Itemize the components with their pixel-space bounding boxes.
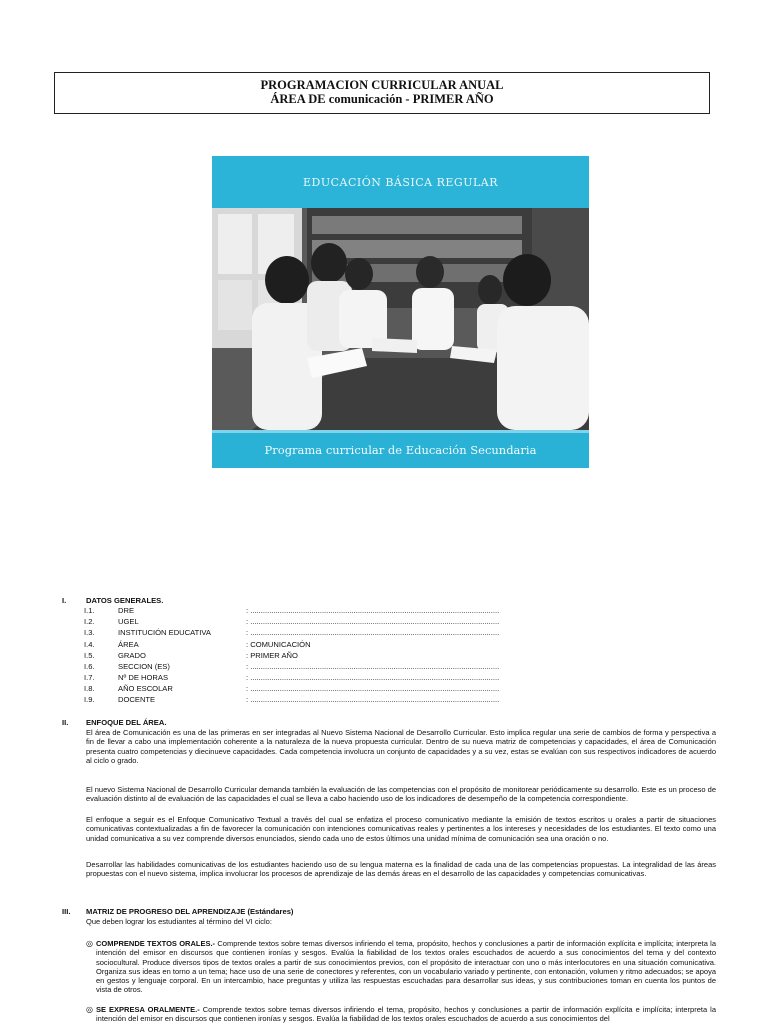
- row-number: I.5.: [84, 651, 95, 660]
- standard-title: COMPRENDE TEXTOS ORALES.-: [96, 939, 216, 948]
- paragraph: El área de Comunicación es una de las primeras en ser integradas al Nuevo Sistema Nacional de Desarrollo Curricular. Esto implica regular una serie de cambios de forma y perspectiva a fin de llevar a cabo una implementación coherente a la naturaleza de la nueva propuesta curricular. Dentro de su nueva matriz de competencias y capacidades, el área de Comunicación presenta cuatro competencias y diecinueve capacidades. Cada competencia involucra un conjunto de capacidades y a su vez, estas se evalúan con sus respectivos indicadores de acuerdo al ciclo o grado.: [86, 728, 716, 765]
- document-subtitle: ÁREA DE comunicación - PRIMER AÑO: [270, 92, 494, 106]
- row-value: : COMUNICACIÓN: [246, 640, 311, 649]
- target-bullet-icon: ◎: [86, 1005, 93, 1014]
- section-number: III.: [62, 907, 71, 916]
- document-title-box: [54, 72, 710, 114]
- paragraph: El nuevo Sistema Nacional de Desarrollo Curricular demanda también la evaluación de las competencias con el propósito de monitorear periódicamente su desarrollo. Este es un proceso de evaluación distinto al de evaluación de las capacidades el cual se lleva a cabo haciendo uso de los indicadores de desempeño de la competencia correspondiente.: [86, 785, 716, 804]
- row-label: INSTITUCIÓN EDUCATIVA: [118, 628, 211, 637]
- cover-top-text: EDUCACIÓN BÁSICA REGULAR: [302, 176, 499, 189]
- row-number: I.9.: [84, 695, 95, 704]
- document-title: PROGRAMACION CURRICULAR ANUAL: [260, 78, 504, 92]
- row-value: : PRIMER AÑO: [246, 651, 298, 660]
- general-row: [84, 695, 644, 705]
- row-number: I.3.: [84, 628, 95, 637]
- general-row: [84, 606, 644, 616]
- general-row: [84, 617, 644, 627]
- cover-bottom-band: [212, 430, 589, 468]
- general-row: [84, 640, 644, 650]
- standard-text: Comprende textos sobre temas diversos infiriendo el tema, propósito, hechos y conclusiones a partir de información explícita e implícita; interpreta la intención del emisor en discursos que contienen ironías y sesgos. Evalúa la fiabilidad de los textos orales escuchados de acuerdo a sus conocimientos del: [96, 1005, 716, 1024]
- row-value: : ......................................................................................................................: [246, 628, 500, 637]
- row-label: ÁREA: [118, 640, 139, 649]
- paragraph: El enfoque a seguir es el Enfoque Comunicativo Textual a través del cual se enfatiza el proceso comunicativo mediante la emisión de textos escritos u orales a partir de situaciones comunicativas contextualizadas a fin de favorecer la comunicación con intenciones comunicativas reales y pertinentes a los intereses y necesidades de los estudiantes. El texto como una unidad comunicativa a su vez comprende diversos enunciados, siendo cada uno de estos últimos una unidad mínima de comunicación sea una oración o no.: [86, 815, 716, 843]
- row-label: GRADO: [118, 651, 146, 660]
- cover-bottom-text: Programa curricular de Educación Secundaria: [264, 443, 537, 457]
- paragraph: Desarrollar las habilidades comunicativas de los estudiantes haciendo uso de su lengua materna es la finalidad de cada una de las competencias propuestas. La integralidad de las áreas propuestas con el nuevo sistema, implica involucrar los procesos de aprendizaje de las demás áreas en el desarrollo de las capacidades y competencias comunicativas.: [86, 860, 716, 879]
- section-number: II.: [62, 718, 69, 727]
- row-value: : ......................................................................................................................: [246, 662, 500, 671]
- section-title: MATRIZ DE PROGRESO DEL APRENDIZAJE (Estándares): [86, 907, 294, 916]
- row-label: Nº DE HORAS: [118, 673, 169, 682]
- row-label: UGEL: [118, 617, 139, 626]
- general-row: [84, 662, 644, 672]
- section-enfoque: [62, 718, 722, 898]
- row-number: I.7.: [84, 673, 95, 682]
- row-number: I.1.: [84, 606, 95, 615]
- target-bullet-icon: ◎: [86, 939, 93, 948]
- row-label: SECCION (ES): [118, 662, 170, 671]
- row-number: I.6.: [84, 662, 95, 671]
- section-number: I.: [62, 596, 67, 605]
- row-number: I.2.: [84, 617, 95, 626]
- section-matriz-progreso: [62, 907, 722, 1024]
- cover-top-band: [212, 156, 589, 208]
- section-datos-generales: [62, 596, 722, 708]
- row-number: I.8.: [84, 684, 95, 693]
- row-label: AÑO ESCOLAR: [118, 684, 173, 693]
- section-title: DATOS GENERALES.: [86, 596, 164, 605]
- cover-image: [212, 156, 589, 468]
- row-value: : ......................................................................................................................: [246, 684, 500, 693]
- row-value: : ......................................................................................................................: [246, 617, 500, 626]
- row-number: I.4.: [84, 640, 95, 649]
- standard-title: SE EXPRESA ORALMENTE.-: [96, 1005, 200, 1014]
- standard-text: Comprende textos sobre temas diversos infiriendo el tema, propósito, hechos y conclusiones a partir de información explícita e implícita; interpreta la intención del emisor en discursos que contienen ironías y sesgos. Evalúa la fiabilidad de los textos orales escuchados de acuerdo a sus conocimientos del tema y del contexto sociocultural. Produce diversos tipos de textos orales a partir de sus conocimientos previos, con el propósito de interactuar con uno o más interlocutores en una situación comunicativa. Organiza sus ideas en torno a un tema; hace uso de una serie de conectores y referentes, con un vocabulario variado y pertinente, con entonación, volumen y ritmo adecuados; se apoya en gestos y lenguaje corporal. En un intercambio, hace preguntas y utiliza las respuestas escuchadas para desarrollar sus ideas, y sus contribuciones toman en cuenta los puntos de vista de otros.: [96, 939, 717, 995]
- row-value: : ......................................................................................................................: [246, 673, 500, 682]
- section-title: ENFOQUE DEL ÁREA.: [86, 718, 167, 727]
- general-row: [84, 628, 644, 638]
- students-reading-photo: [212, 208, 589, 430]
- section-intro: Que deben lograr los estudiantes al término del VI ciclo:: [86, 917, 272, 926]
- general-row: [84, 684, 644, 694]
- row-label: DRE: [118, 606, 135, 615]
- row-value: : ......................................................................................................................: [246, 606, 500, 615]
- general-row: [84, 651, 644, 661]
- row-label: DOCENTE: [118, 695, 156, 704]
- general-row: [84, 673, 644, 683]
- row-value: : ......................................................................................................................: [246, 695, 500, 704]
- standard-item: [86, 1005, 716, 1024]
- standard-item: [86, 939, 716, 995]
